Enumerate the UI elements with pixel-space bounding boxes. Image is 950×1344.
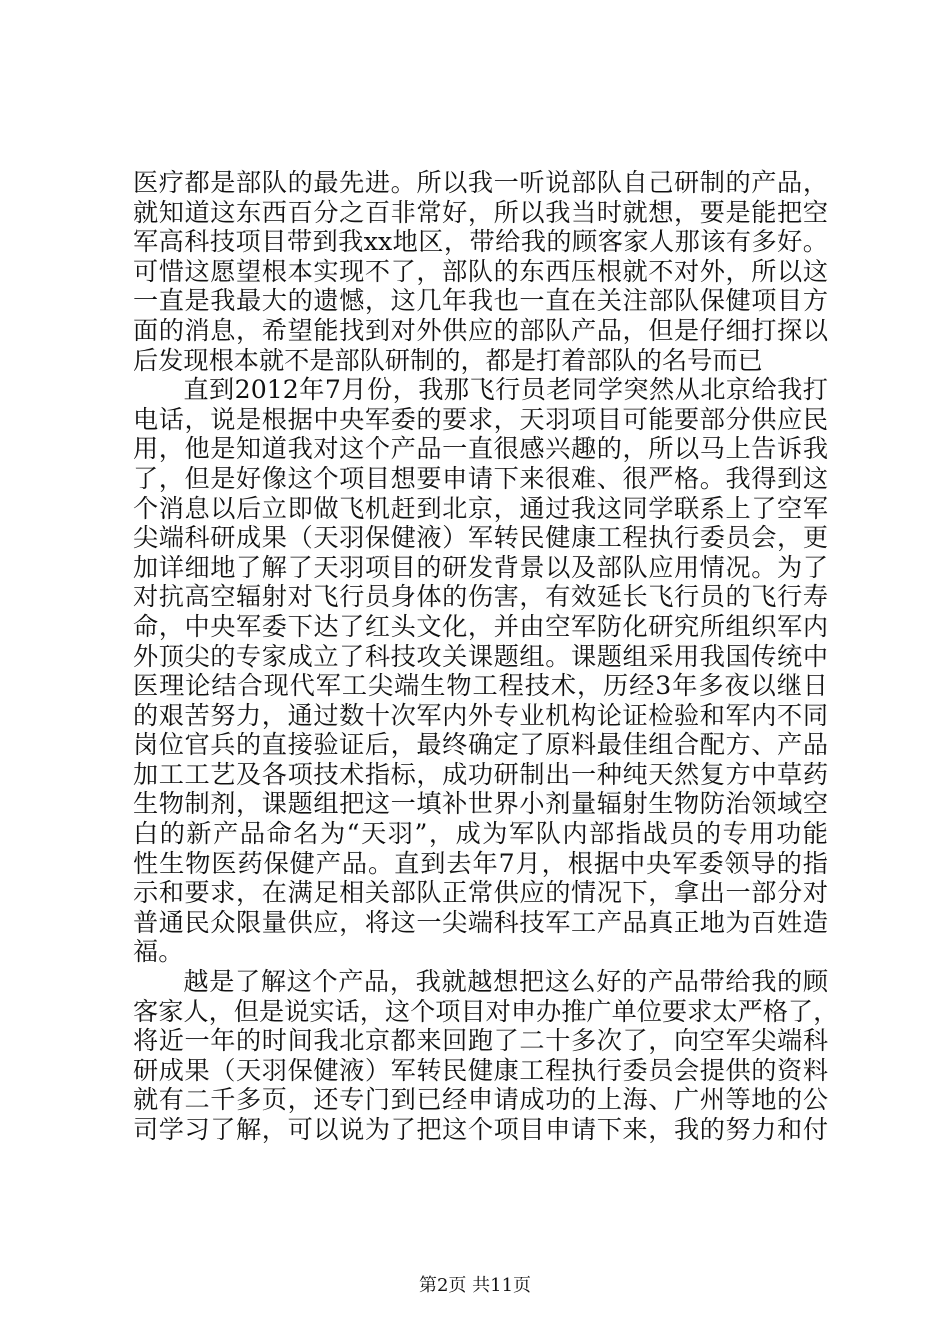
text-line: 越是了解这个产品，我就越想把这么好的产品带给我的顾 bbox=[183, 967, 828, 997]
text-line: 用，他是知道我对这个产品一直很感兴趣的，所以马上告诉我 bbox=[133, 434, 828, 464]
text-line: 示和要求，在满足相关部队正常供应的情况下，拿出一部分对 bbox=[133, 878, 828, 908]
text-line: 电话，说是根据中央军委的要求，天羽项目可能要部分供应民 bbox=[133, 404, 828, 434]
text-line: 将近一年的时间我北京都来回跑了二十多次了，向空军尖端科 bbox=[133, 1026, 828, 1056]
text-line: 对抗高空辐射对飞行员身体的伤害，有效延长飞行员的飞行寿 bbox=[133, 582, 828, 612]
text-line: 生物制剂，课题组把这一填补世界小剂量辐射生物防治领域空 bbox=[133, 789, 828, 819]
text-line: 命，中央军委下达了红头文化，并由空军防化研究所组织军内 bbox=[133, 611, 828, 641]
text-line: 外顶尖的专家成立了科技攻关课题组。课题组采用我国传统中 bbox=[133, 641, 828, 671]
text-line: 性生物医药保健产品。直到去年7月，根据中央军委领导的指 bbox=[133, 848, 828, 878]
text-line: 就知道这东西百分之百非常好，所以我当时就想，要是能把空 bbox=[133, 197, 828, 227]
body-text bbox=[133, 168, 839, 1145]
page-number: 第2页 共11页 bbox=[418, 1275, 532, 1296]
text-line: 医疗都是部队的最先进。所以我一听说部队自己研制的产品， bbox=[133, 168, 828, 197]
text-line: 面的消息，希望能找到对外供应的部队产品，但是仔细打探以 bbox=[133, 315, 828, 345]
text-line: 直到2012年7月份，我那飞行员老同学突然从北京给我打 bbox=[183, 375, 828, 405]
text-line: 尖端科研成果（天羽保健液）军转民健康工程执行委员会，更 bbox=[133, 523, 828, 553]
text-line: 客家人，但是说实话，这个项目对申办推广单位要求太严格了， bbox=[133, 996, 839, 1026]
text-line: 司学习了解，可以说为了把这个项目申请下来，我的努力和付 bbox=[133, 1115, 828, 1144]
text-line: 普通民众限量供应，将这一尖端科技军工产品真正地为百姓造 bbox=[133, 907, 828, 937]
text-line: 了，但是好像这个项目想要申请下来很难、很严格。我得到这 bbox=[133, 463, 828, 493]
text-line: 军高科技项目带到我xx地区，带给我的顾客家人那该有多好。 bbox=[133, 227, 828, 257]
text-line: 白的新产品命名为“天羽”，成为军队内部指战员的专用功能 bbox=[133, 819, 828, 849]
text-line: 就有二千多页，还专门到已经申请成功的上海、广州等地的公 bbox=[133, 1085, 828, 1115]
text-line: 研成果（天羽保健液）军转民健康工程执行委员会提供的资料 bbox=[133, 1055, 828, 1085]
text-line: 后发现根本就不是部队研制的，都是打着部队的名号而已 bbox=[133, 345, 763, 375]
text-line: 可惜这愿望根本实现不了，部队的东西压根就不对外，所以这 bbox=[133, 256, 828, 286]
text-line: 一直是我最大的遗憾，这几年我也一直在关注部队保健项目方 bbox=[133, 286, 828, 316]
text-line: 加详细地了解了天羽项目的研发背景以及部队应用情况。为了 bbox=[133, 552, 828, 582]
text-line: 加工工艺及各项技术指标，成功研制出一种纯天然复方中草药 bbox=[133, 759, 828, 789]
text-line: 个消息以后立即做飞机赶到北京，通过我这同学联系上了空军 bbox=[133, 493, 828, 523]
text-line: 的艰苦努力，通过数十次军内外专业机构论证检验和军内不同 bbox=[133, 700, 828, 730]
text-line: 岗位官兵的直接验证后，最终确定了原料最佳组合配方、产品 bbox=[133, 730, 828, 760]
text-line: 医理论结合现代军工尖端生物工程技术，历经3年多夜以继日 bbox=[133, 671, 828, 701]
text-line: 福。 bbox=[133, 937, 184, 967]
